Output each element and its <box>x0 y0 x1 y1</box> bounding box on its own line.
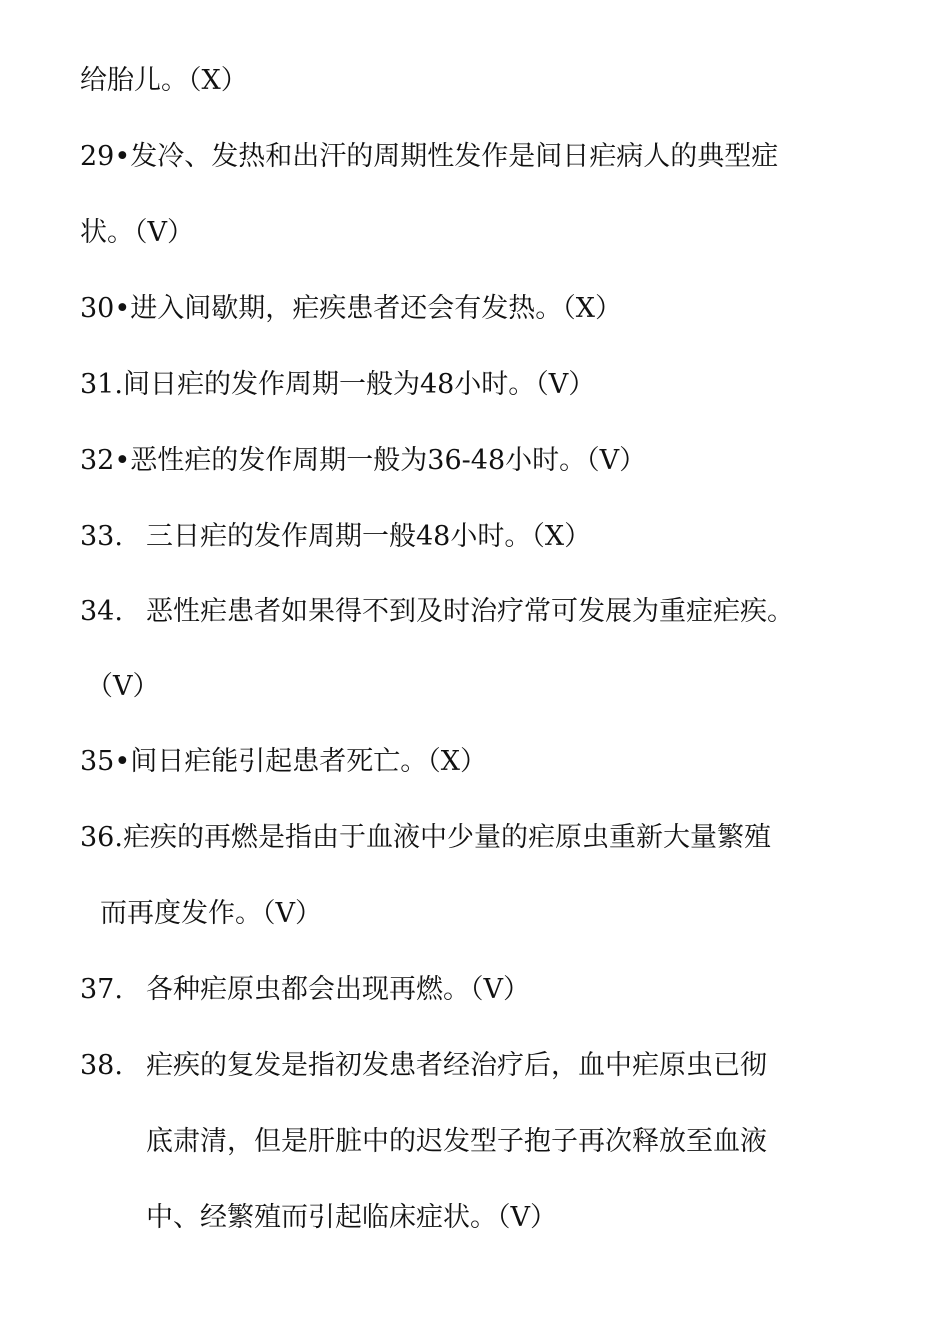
question-37 <box>80 973 530 1007</box>
question-36-line-1: 36.疟疾的再燃是指由于血液中少量的疟原虫重新大量繁殖 <box>80 822 771 853</box>
question-38-line-3: 中、经繁殖而引起临床症状。（V） <box>146 1202 557 1233</box>
question-29-line-1: 29•发冷、发热和出汗的周期性发作是间日疟病人的典型症 <box>80 141 779 172</box>
question-30: 30•进入间歇期，疟疾患者还会有发热。（X） <box>80 293 623 324</box>
question-29-line-2: 状。（V） <box>80 217 194 248</box>
question-text: 各种疟原虫都会出现再燃。（V） <box>146 974 530 1005</box>
question-number: 34. <box>80 596 123 627</box>
question-34-line-2: （V） <box>86 671 160 702</box>
question-text: 三日疟的发作周期一般48小时。（X） <box>146 521 592 552</box>
question-number: 33. <box>80 521 123 552</box>
question-31: 31.间日疟的发作周期一般为48小时。（V） <box>80 369 596 400</box>
question-38-line-2: 底肃清，但是肝脏中的迟发型子抱子再次释放至血液 <box>146 1126 767 1157</box>
question-38-line-1 <box>80 1049 767 1083</box>
question-34-line-1 <box>80 595 794 629</box>
question-text: 恶性疟患者如果得不到及时治疗常可发展为重症疟疾。 <box>146 596 794 627</box>
question-number: 38. <box>80 1050 123 1081</box>
question-36-line-2: 而再度发作。（V） <box>100 898 322 929</box>
question-32: 32•恶性疟的发作周期一般为36-48小时。（V） <box>80 445 647 476</box>
question-number: 37. <box>80 974 123 1005</box>
question-text: 疟疾的复发是指初发患者经治疗后，血中疟原虫已彻 <box>146 1050 767 1081</box>
question-35: 35•间日疟能引起患者死亡。（X） <box>80 746 488 777</box>
question-33 <box>80 520 591 554</box>
text-line-1: 给胎儿。（X） <box>80 65 248 96</box>
